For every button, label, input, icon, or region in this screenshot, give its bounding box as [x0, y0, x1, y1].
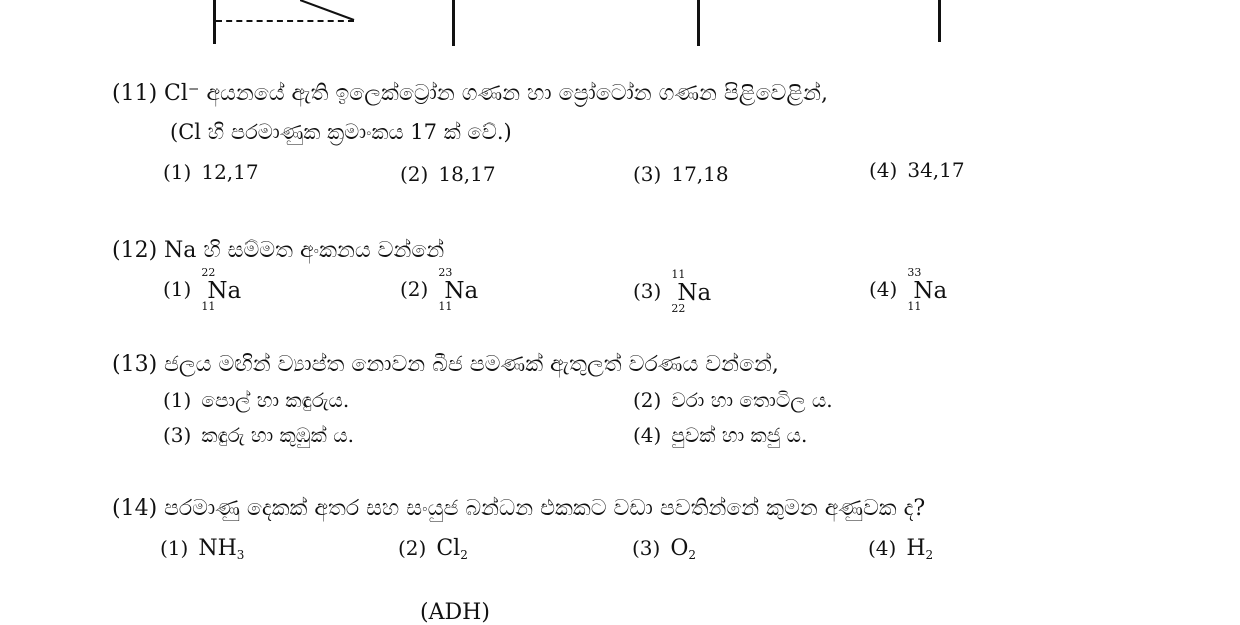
figure-line-1 [213, 0, 216, 44]
nuclide-notation: 22 Na 11 [201, 266, 242, 313]
partial-next-question: (ADH) [420, 600, 490, 625]
nuclide-notation: 23 Na 11 [438, 266, 479, 313]
q11-option-3[interactable]: (3) 17,18 [633, 162, 729, 186]
q13-option-3[interactable]: (3) කඳුරු හා කුඹුක් ය. [163, 423, 354, 447]
question-number: (11) [112, 81, 158, 106]
q13-option-1[interactable]: (1) පොල් හා කඳුරුය. [163, 388, 350, 412]
question-number: (12) [112, 238, 158, 263]
question-14-stem [112, 494, 925, 524]
question-13-stem [112, 350, 779, 380]
q14-option-2[interactable]: (2) Cl2 [398, 536, 468, 562]
q11-option-2[interactable]: (2) 18,17 [400, 162, 496, 186]
question-text: පරමාණු දෙකක් අතර සහ සංයුජ බන්ධන එකකට වඩා පවතින්නේ කුමන අණුවක ද? [164, 496, 926, 521]
q14-option-1[interactable]: (1) NH3 [160, 536, 245, 562]
q12-option-1[interactable]: (1) 22 Na 11 [163, 266, 242, 313]
q13-option-4[interactable]: (4) පුවක් හා කජු ය. [633, 423, 808, 447]
q14-option-4[interactable]: (4) H2 [868, 536, 934, 562]
q11-option-1[interactable]: (1) 12,17 [163, 160, 259, 184]
question-text: Na හි සම්මත අංකනය වන්නේ [164, 238, 445, 263]
q14-option-3[interactable]: (3) O2 [632, 536, 697, 562]
question-text: ජලය මඟින් ව්‍යාප්ත නොවන බීජ පමණක් ඇතුලත් වරණය වන්නේ, [164, 352, 779, 377]
nuclide-notation: 33 Na 11 [907, 266, 948, 313]
question-number: (14) [112, 496, 158, 521]
chemical-formula: H2 [906, 536, 934, 562]
q12-option-4[interactable]: (4) 33 Na 11 [869, 266, 948, 313]
nuclide-notation: 11 Na 22 [671, 268, 712, 315]
chemical-formula: O2 [670, 536, 697, 562]
figure-line-3 [697, 0, 700, 46]
q11-option-4[interactable]: (4) 34,17 [869, 158, 965, 182]
question-12-stem [112, 236, 444, 266]
q13-option-2[interactable]: (2) වරා හා තොටිල ය. [633, 388, 833, 412]
q12-option-3[interactable]: (3) 11 Na 22 [633, 268, 712, 315]
chemical-formula: NH3 [198, 536, 245, 562]
figure-diagonal-line [300, 0, 360, 26]
question-11-note: (Cl හි පරමාණුක ක්‍රමාංකය 17 ක් වේ.) [170, 120, 512, 144]
question-11-stem [112, 79, 828, 109]
figure-line-2 [452, 0, 455, 46]
figure-line-4 [938, 0, 941, 42]
q12-option-2[interactable]: (2) 23 Na 11 [400, 266, 479, 313]
question-number: (13) [112, 352, 158, 377]
question-text: Cl⁻ අයනයේ ඇති ඉලෙක්ට්‍රෝන ගණන හා ප්‍රෝටෝන ගණන පිළිවෙළින්, [164, 81, 829, 106]
chemical-formula: Cl2 [436, 536, 468, 562]
